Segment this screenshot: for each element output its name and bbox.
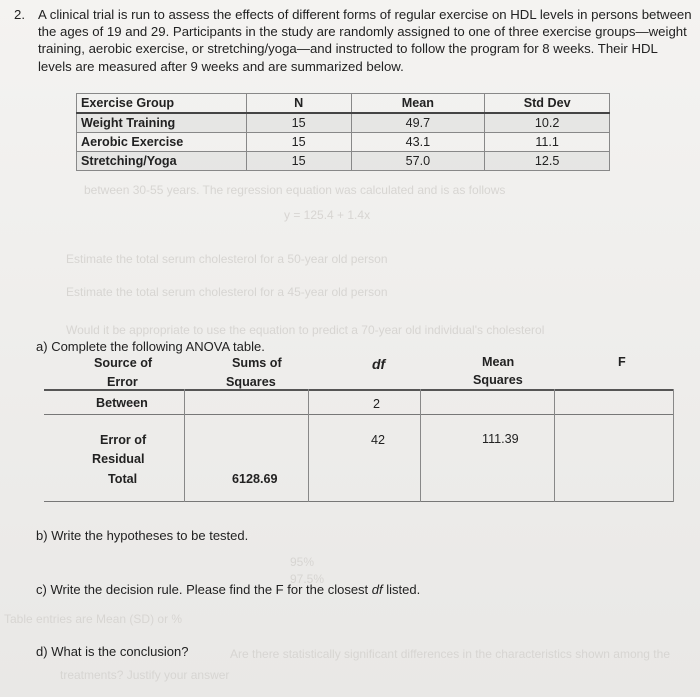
summary-sd: 11.1 <box>485 133 610 152</box>
anova-header-ms-2: Squares <box>473 373 523 387</box>
part-c-df-term: df <box>371 582 383 597</box>
part-d-text: What is the conclusion? <box>51 644 189 659</box>
anova-error-label-2: Residual <box>92 452 145 466</box>
summary-n: 15 <box>246 113 351 133</box>
anova-header-source-2: Error <box>107 375 138 389</box>
summary-group: Aerobic Exercise <box>77 133 247 152</box>
question-text: A clinical trial is run to assess the effects of different forms of regular exercise on HDL levels in persons between the ages of 19 and 29. Participants in the study are randomly assigned to one of three exercise groups—weight training, aerobic exercise, or stretching/yoga—and instructed to follow the program for 8 weeks. Their HDL levels are measured after 9 weeks and are summarized below. <box>38 7 692 74</box>
anova-error-label-1: Error of <box>100 433 147 447</box>
part-c-text: Write the decision rule. Please find the F for the closest <box>50 582 372 597</box>
table-row <box>77 113 610 133</box>
part-a-label: a) <box>36 339 48 354</box>
anova-header-source-1: Source of <box>94 356 153 370</box>
part-d-label: d) <box>36 644 48 659</box>
anova-total-label: Total <box>108 472 138 486</box>
anova-col-divider <box>673 389 674 502</box>
anova-header-f: F <box>618 355 626 369</box>
anova-rule-bottom <box>44 501 674 502</box>
summary-mean: 43.1 <box>351 133 485 152</box>
anova-header-ss-2: Squares <box>226 375 276 389</box>
summary-n: 15 <box>246 152 351 171</box>
summary-table <box>76 93 610 171</box>
part-d-prompt <box>36 644 188 659</box>
anova-col-divider <box>554 389 555 502</box>
anova-total-ss: 6128.69 <box>232 472 278 486</box>
summary-table-header-row <box>77 94 610 114</box>
part-b-label: b) <box>36 528 48 543</box>
part-c-label: c) <box>36 582 47 597</box>
summary-sd: 12.5 <box>485 152 610 171</box>
anova-header-ms-1: Mean <box>482 355 515 369</box>
table-row <box>77 133 610 152</box>
anova-header-ss-1: Sums of <box>232 356 282 370</box>
anova-col-divider <box>184 389 185 502</box>
anova-between-df: 2 <box>373 397 381 411</box>
anova-rule-top <box>44 389 674 391</box>
question-number: 2. <box>14 7 25 22</box>
summary-group: Stretching/Yoga <box>77 152 247 171</box>
anova-error-df: 42 <box>371 433 386 447</box>
question-block <box>14 6 692 75</box>
summary-n: 15 <box>246 133 351 152</box>
anova-error-ms: 111.39 <box>482 432 519 446</box>
anova-rule-1 <box>44 414 674 415</box>
anova-header-df: df <box>372 356 386 372</box>
table-row <box>77 152 610 171</box>
summary-header-group: Exercise Group <box>77 94 247 114</box>
part-b-text: Write the hypotheses to be tested. <box>51 528 249 543</box>
anova-col-divider <box>420 389 421 502</box>
part-c-prompt <box>36 582 420 597</box>
anova-between-label: Between <box>96 396 148 410</box>
summary-mean: 57.0 <box>351 152 485 171</box>
part-a-text: Complete the following ANOVA table. <box>51 339 265 354</box>
anova-col-divider <box>308 389 309 502</box>
part-a-prompt <box>36 339 265 354</box>
summary-sd: 10.2 <box>485 113 610 133</box>
summary-group: Weight Training <box>77 113 247 133</box>
part-b-prompt <box>36 528 248 543</box>
summary-header-n: N <box>246 94 351 114</box>
summary-header-mean: Mean <box>351 94 485 114</box>
summary-mean: 49.7 <box>351 113 485 133</box>
summary-header-sd: Std Dev <box>485 94 610 114</box>
part-c-text-end: listed. <box>382 582 421 597</box>
